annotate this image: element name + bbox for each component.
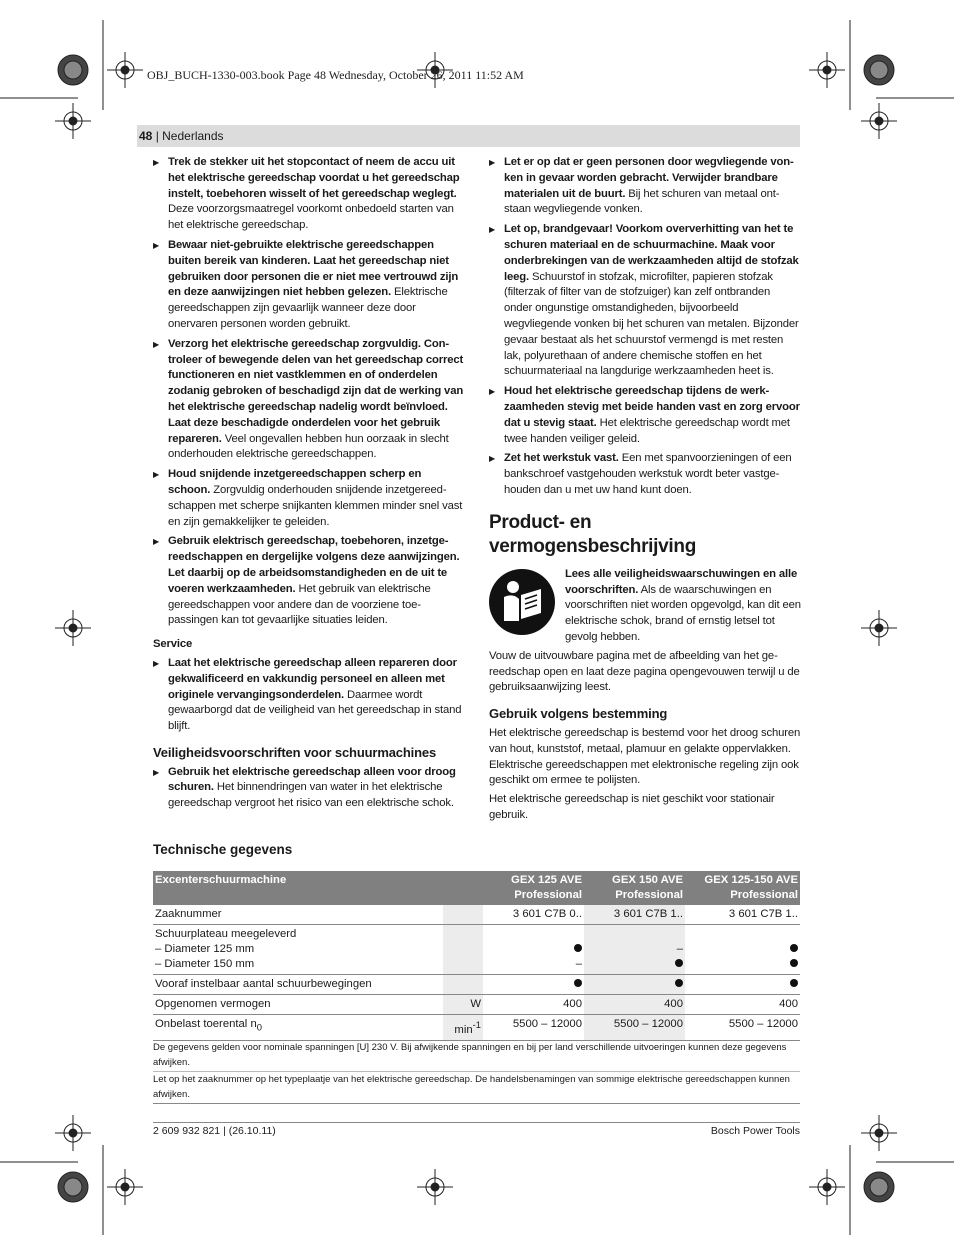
yes-dot [790, 944, 798, 952]
usage-paragraph: Elektrische gereedschappen met elektronische regeling zijn ook geschikt om ermee te polijsten. [489, 758, 799, 787]
left-column [153, 155, 466, 816]
sander-bullet: ▶ Gebruik het elektrische gereedschap alleen voor droog schuren. Het binnendringen van water in het elektrische gereedschap vergroot het risico van een elektrische schok. [153, 765, 466, 812]
usage-paragraph: Het elektrische gereedschap is niet geschikt voor stationair gebruik. [489, 793, 775, 821]
safety-heading: Veiligheidsvoorschriften voor schuurmachines [153, 744, 437, 760]
sander-bullet: ▶ Let op, brandgevaar! Voorkom oververhitting van het te schuren materiaal en de schuurmachine. Maak voor onderbrekingen van de werkzaamheden altijd de stofzak leeg. Schuurstof in stofzak, microfilter, papieren stofzak (filterzak of filter van de stofzuiger) kan zelf ontbranden onder ongunstige omstandigheden, bijvoorbeeld wegvliegende vonken bij het schuren van metalen. Bijzonder gevaar bestaat als het schuurstof vermengd is met resten lak, polyurethaan of andere chemische stoffen en het schuurmateriaal na langdurige werkzaamheden heet is. [489, 222, 801, 380]
table-row: Zaaknummer 3 601 C7B 0.. 3 601 C7B 1.. 3 601 C7B 1.. [153, 905, 800, 925]
column-header: Excenterschuurmachine [153, 871, 443, 905]
product-heading: Product- en vermogensbeschrijving [489, 511, 696, 557]
service-heading: Service [153, 638, 193, 651]
sander-bullet: ▶ Houd het elektrische gereedschap tijdens de werkzaamheden stevig met beide handen vast en zorg ervoor dat u stevig staat. Het elektrische gereedschap wordt met twee handen veiliger geleid. [489, 384, 801, 447]
book-header: OBJ_BUCH-1330-003.book Page 48 Wednesday, October 26, 2011 11:52 AM [147, 68, 524, 82]
safety-bullet: ▶ Houd snijdende inzetgereedschappen scherp en schoon. Zorgvuldig onderhouden snijdende inzetgereedschappen met scherpe snijkanten klemmen minder snel vast en zijn gemakkelijker te geleiden. [153, 467, 466, 530]
yes-dot [790, 959, 798, 967]
usage-paragraph: Het elektrische gereedschap is bestemd voor het droog schuren van hout, kunststof, metaal, plamuur en gelakte oppervlakken. [489, 726, 801, 755]
yes-dot [675, 979, 683, 987]
safety-bullet: ▶ Verzorg het elektrische gereedschap zorgvuldig. Controleer of bewegende delen van het gereedschap correct functioneren en niet vastklemmen en of onderdelen zodanig gebroken of beschadigd zijn dat de werking van het elektrische gereedschap nadelig wordt beïnvloed. Laat deze beschadigde onderdelen voor het gebruik repareren. Veel ongevallen hebben hun oorzaak in slecht onderhouden elektrische gereedschappen. [153, 337, 466, 463]
table-row: Vooraf instelbaar aantal schuurbewegingen [153, 975, 800, 995]
table-row: Onbelast toerental $n_0$ $\min^{-1}$ 5500 – 12000 5500 – 12000 5500 – 12000 [153, 1015, 800, 1041]
specs-table [153, 871, 800, 1041]
sander-bullet: ▶ Let er op dat er geen personen door wegvliegende vonken in gevaar worden gebracht. Verwijder brandbare materialen uit de buurt. Bij het schuren van metaal ontstaan wegvliegende vonken. [489, 155, 801, 218]
right-column [489, 155, 801, 827]
usage-heading: Gebruik volgens bestemming [489, 706, 668, 722]
page-section: | Nederlands [152, 129, 224, 143]
service-bullet: ▶ Laat het elektrische gereedschap alleen repareren door gekwalificeerd en vakkundig personeel en alleen met originele vervangingsonderdelen. Daarmee wordt gewaarborgd dat de veiligheid van het gereedschap in stand blijft. [153, 656, 466, 735]
table-note: Let op het zaaknummer op het typeplaatje van het elektrische gereedschap. De handelsbenamingen van sommige elektrische gereedschappen kunnen afwijken. [153, 1074, 790, 1100]
notes-bottom-line [153, 1103, 800, 1104]
tech-heading: Technische gegevens [153, 842, 293, 857]
yes-dot [790, 979, 798, 987]
page-number: 48 [139, 129, 153, 143]
safety-bullet: ▶ Gebruik elektrisch gereedschap, toebehoren, inzetgereedschappen en dergelijke volgens deze aanwijzingen. Let daarbij op de arbeidsomstandigheden en de uit te voeren werkzaamheden. Het gebruik van elektrische gereedschappen voor andere dan de voorziene toepassingen kan tot gevaarlijke situaties leiden. [153, 534, 466, 629]
table-header-row [153, 871, 800, 905]
footer-line [153, 1122, 800, 1123]
safety-bullet: ▶ Bewaar niet-gebruikte elektrische gereedschappen buiten bereik van kinderen. Laat het gereedschap niet gebruiken door personen die er niet mee vertrouwd zijn en deze aanwijzingen niet hebben gelezen. Elektrische gereedschappen zijn gevaarlijk wanneer deze door onervaren personen worden gebruikt. [153, 238, 466, 333]
column-header: GEX 125-150 AVE Professional [685, 871, 800, 905]
footer-brand: Bosch Power Tools [710, 1125, 800, 1137]
footer-doc-number: 2 609 932 821 | (26.10.11) [153, 1125, 276, 1137]
sander-bullet: ▶ Zet het werkstuk vast. Een met spanvoorzieningen of een bankschroef vastgehouden werkstuk wordt beter vastgehouden dan u met uw hand kunt doen. [489, 451, 801, 498]
column-header [443, 871, 483, 905]
table-row: Opgenomen vermogen W 400 400 400 [153, 995, 800, 1015]
yes-dot [675, 959, 683, 967]
yes-dot [574, 944, 582, 952]
page-header [137, 125, 800, 147]
yes-dot [574, 979, 582, 987]
table-row: Schuurplateau meegeleverd – Diameter 125 mm – Diameter 150 mm – – [153, 925, 800, 975]
notes-divider [153, 1071, 800, 1072]
fold-instruction: Vouw de uitvouwbare pagina met de afbeelding van het gereedschap open en laat deze pagina opengevouwen terwijl u de gebruiksaanwijzing leest. [489, 649, 800, 694]
table-note: De gegevens gelden voor nominale spanningen [U] 230 V. Bij afwijkende spanningen en bij per land verschillende uitvoeringen kunnen deze gegevens afwijken. [153, 1042, 787, 1068]
read-manual-warning: Lees alle veiligheidswaarschuwingen en alle voorschriften. Als de waarschuwingen en voorschriften niet worden opgevolgd, kan dit een elektrische schok, brand of ernstig letsel tot gevolg hebben. [489, 567, 801, 646]
safety-bullet: ▶ Trek de stekker uit het stopcontact of neem de accu uit het elektrische gereedschap voordat u het gereedschap instelt, toebehoren wisselt of het gereedschap weglegt. Deze voorzorgsmaatregel voorkomt onbedoeld starten van het elektrische gereedschap. [153, 155, 466, 234]
read-manual-icon [489, 569, 555, 635]
table-notes [153, 1040, 800, 1104]
column-header: GEX 125 AVE Professional [483, 871, 584, 905]
column-header: GEX 150 AVE Professional [584, 871, 685, 905]
